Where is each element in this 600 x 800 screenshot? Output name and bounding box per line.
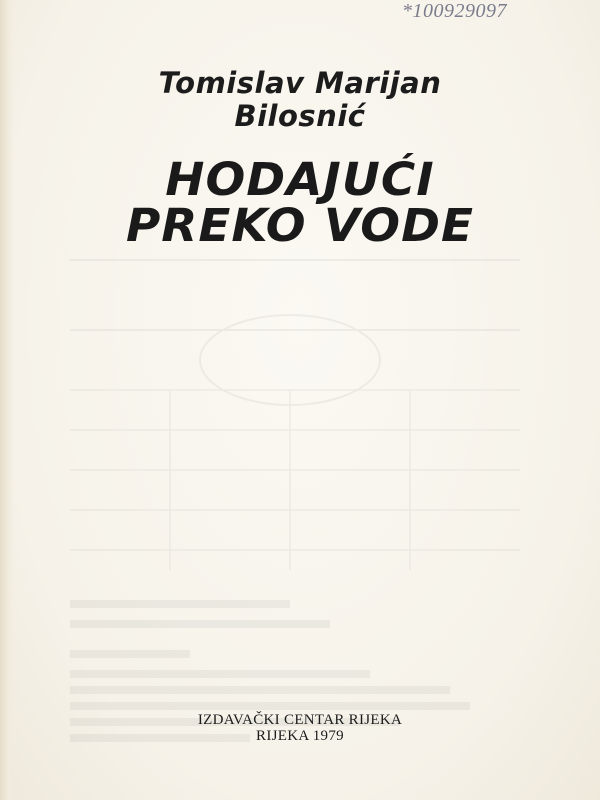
author-name-line-2: Bilosnić [234, 99, 366, 133]
library-catalog-number: *100929097 [402, 0, 507, 22]
book-title-line-2: PREKO VODE [125, 199, 475, 252]
show-through-from-reverse [60, 230, 530, 750]
author-name-line-1: Tomislav Marijan [158, 66, 442, 100]
publication-place-year: RIJEKA 1979 [256, 728, 344, 744]
book-title-line-1: HODAJUĆI [165, 153, 435, 206]
page-gutter-shadow [0, 0, 14, 800]
publisher-name: IZDAVAČKI CENTAR RIJEKA [197, 712, 403, 728]
